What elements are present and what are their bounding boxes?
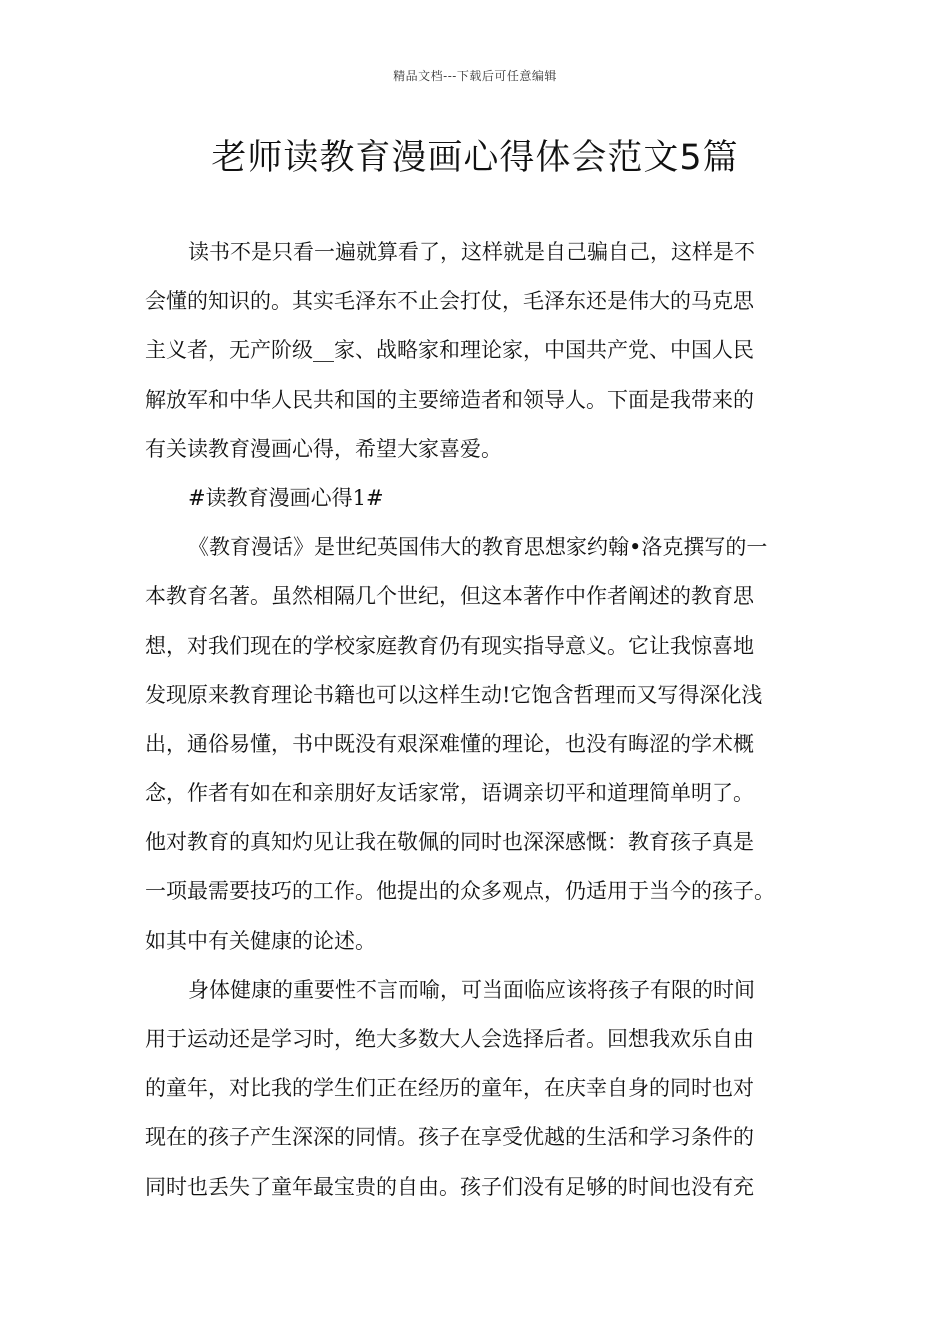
text-line: 他对教育的真知灼见让我在敬佩的同时也深深感慨：教育孩子真是 xyxy=(145,830,754,855)
text-line: 会懂的知识的。其实毛泽东不止会打仗，毛泽东还是伟大的马克思 xyxy=(145,289,754,314)
text-line: 发现原来教育理论书籍也可以这样生动!它饱含哲理而又写得深化浅 xyxy=(145,682,763,707)
text-line: 想，对我们现在的学校家庭教育仍有现实指导意义。它让我惊喜地 xyxy=(145,633,754,658)
text-line: #读教育漫画心得1# xyxy=(188,485,384,510)
text-line: 现在的孩子产生深深的同情。孩子在享受优越的生活和学习条件的 xyxy=(145,1125,754,1150)
text-line: 主义者，无产阶级__家、战略家和理论家，中国共产党、中国人民 xyxy=(145,338,754,363)
text-line: 用于运动还是学习时，绝大多数大人会选择后者。回想我欢乐自由 xyxy=(145,1027,754,1051)
page-title: 老师读教育漫画心得体会范文5篇 xyxy=(211,138,739,178)
text-line: 如其中有关健康的论述。 xyxy=(145,928,376,953)
text-line: 身体健康的重要性不言而喻，可当面临应该将孩子有限的时间 xyxy=(188,977,755,1002)
text-line: 念，作者有如在和亲朋好友话家常，语调亲切平和道理简单明了。 xyxy=(145,781,754,806)
header-note: 精品文档---下载后可任意编辑 xyxy=(393,69,557,83)
text-line: 出，通俗易懂，书中既没有艰深难懂的理论，也没有晦涩的学术概 xyxy=(145,731,754,756)
text-line: 本教育名著。虽然相隔几个世纪，但这本著作中作者阐述的教育思 xyxy=(145,584,754,609)
text-line: 读书不是只看一遍就算看了，这样就是自己骗自己，这样是不 xyxy=(188,240,755,264)
text-line: 一项最需要技巧的工作。他提出的众多观点，仍适用于当今的孩子。 xyxy=(145,879,775,904)
text-line: 《教育漫话》是世纪英国伟大的教育思想家约翰•洛克撰写的一 xyxy=(188,535,768,560)
text-line: 同时也丢失了童年最宝贵的自由。孩子们没有足够的时间也没有充 xyxy=(145,1174,754,1199)
text-line: 的童年，对比我的学生们正在经历的童年，在庆幸自身的同时也对 xyxy=(145,1076,754,1101)
text-line: 有关读教育漫画心得，希望大家喜爱。 xyxy=(145,436,502,461)
body-text xyxy=(145,236,815,1220)
text-line: 解放军和中华人民共和国的主要缔造者和领导人。下面是我带来的 xyxy=(145,387,754,412)
